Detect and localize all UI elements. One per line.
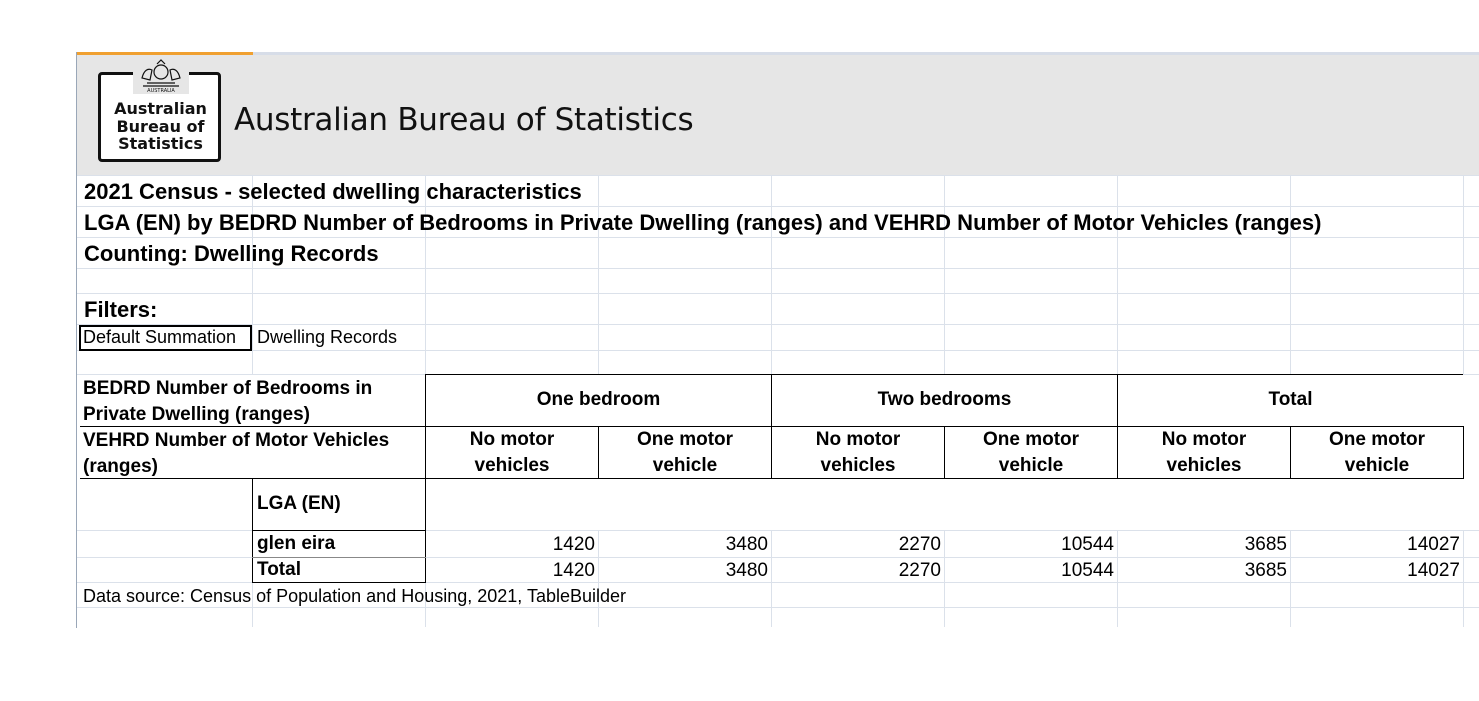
sheet-left-border xyxy=(76,52,77,628)
filter-name[interactable]: Default Summation xyxy=(83,327,237,347)
table-cell[interactable]: 2270 xyxy=(898,560,941,581)
group-header-two-bedrooms[interactable]: Two bedrooms xyxy=(877,389,1012,410)
subcolumn-line: vehicle xyxy=(652,455,718,476)
table-cell[interactable]: 14027 xyxy=(1407,534,1460,555)
logo-line: Bureau of xyxy=(116,116,205,136)
subcolumn-line: vehicle xyxy=(998,455,1064,476)
subcolumn-line: vehicles xyxy=(820,455,896,476)
logo-line: Australian xyxy=(114,99,207,118)
subcolumn-line: One motor xyxy=(1328,429,1426,450)
row-dimension-line: (ranges) xyxy=(83,456,158,477)
report-counting: Counting: Dwelling Records xyxy=(84,241,379,266)
filter-value[interactable]: Dwelling Records xyxy=(257,327,398,347)
table-cell[interactable]: 3480 xyxy=(725,534,768,555)
banner-top-border xyxy=(77,52,1479,55)
subcolumn-header[interactable] xyxy=(1291,427,1463,479)
group-header-total[interactable]: Total xyxy=(1268,389,1313,410)
subcolumn-line: One motor xyxy=(636,429,734,450)
row-label-glen-eira[interactable]: glen eira xyxy=(257,533,336,554)
table-cell[interactable]: 3685 xyxy=(1244,534,1287,555)
report-title: 2021 Census - selected dwelling characteristics xyxy=(84,179,582,204)
lga-header[interactable]: LGA (EN) xyxy=(257,493,341,514)
table-cell[interactable]: 10544 xyxy=(1061,560,1114,581)
subcolumn-line: vehicles xyxy=(1166,455,1242,476)
table-cell[interactable]: 1420 xyxy=(552,534,595,555)
subcolumn-line: One motor xyxy=(982,429,1080,450)
row-dimension-vehicles xyxy=(83,428,389,480)
group-header-one-bedroom[interactable]: One bedroom xyxy=(536,389,661,410)
row-dimension-line: Private Dwelling (ranges) xyxy=(83,404,311,425)
subcolumn-line: No motor xyxy=(469,429,555,450)
subcolumn-header[interactable] xyxy=(599,427,771,479)
data-source-note: Data source: Census of Population and Housing, 2021, TableBuilder xyxy=(83,586,627,606)
logo-wordmark xyxy=(100,100,221,153)
subcolumn-header[interactable] xyxy=(945,427,1117,479)
subcolumn-line: No motor xyxy=(1161,429,1247,450)
banner-title: Australian Bureau of Statistics xyxy=(234,102,694,138)
logo-line: Statistics xyxy=(118,134,203,153)
subcolumn-line: vehicles xyxy=(474,455,550,476)
row-dimension-bedrooms xyxy=(83,376,372,428)
table-cell[interactable]: 1420 xyxy=(552,560,595,581)
subcolumn-header[interactable] xyxy=(1118,427,1290,479)
table-cell[interactable]: 14027 xyxy=(1407,560,1460,581)
subcolumn-header[interactable] xyxy=(426,427,598,479)
row-label-total[interactable]: Total xyxy=(257,559,301,580)
subcolumn-header[interactable] xyxy=(772,427,944,479)
row-dimension-line: BEDRD Number of Bedrooms in xyxy=(83,378,373,399)
logo-motto: AUSTRALIA xyxy=(147,88,175,94)
report-subtitle: LGA (EN) by BEDRD Number of Bedrooms in Private Dwelling (ranges) and VEHRD Number of Motor Vehicles (ranges) xyxy=(84,210,1322,235)
crest-icon xyxy=(133,58,189,94)
table-cell[interactable]: 3480 xyxy=(725,560,768,581)
table-cell[interactable]: 10544 xyxy=(1061,534,1114,555)
table-cell[interactable]: 2270 xyxy=(898,534,941,555)
filters-label: Filters: xyxy=(84,297,158,322)
active-cell-marker xyxy=(77,52,253,55)
row-dimension-line: VEHRD Number of Motor Vehicles xyxy=(83,430,390,451)
subcolumn-line: vehicle xyxy=(1344,455,1410,476)
table-cell[interactable]: 3685 xyxy=(1244,560,1287,581)
subcolumn-line: No motor xyxy=(815,429,901,450)
